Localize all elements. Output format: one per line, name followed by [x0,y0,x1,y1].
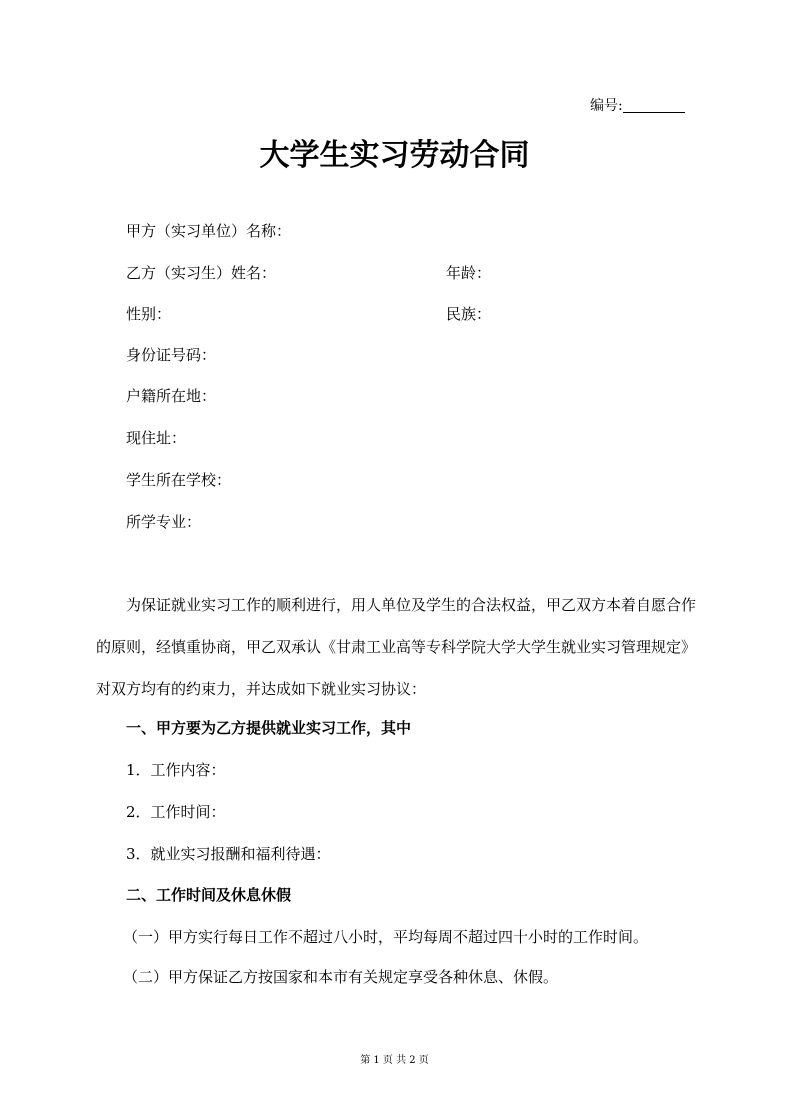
document-title: 大学生实习劳动合同 [259,138,530,173]
section-2-heading: 二、工作时间及休息休假 [126,886,292,904]
intro-paragraph: 为保证就业实习工作的顺利进行，用人单位及学生的合法权益，甲乙双方本着自愿合作的原则，经慎重协商，甲乙双承认《甘肃工业高等专科学院大学大学生就业实习管理规定》对双方均有的约束力，并达成如下就业实习协议： [96,596,697,698]
section-2-item-2: （二）甲方保证乙方按国家和本市有关规定享受各种休息、休假。 [123,968,559,986]
field-age: 年龄： [446,264,492,282]
serial-label: 编号: [590,98,623,114]
section-1-item-3: 3．就业实习报酬和福利待遇： [126,845,331,863]
field-major: 所学专业： [126,513,202,531]
serial-blank-line [623,112,685,113]
section-1-item-1: 1．工作内容： [126,761,226,779]
field-school: 学生所在学校： [126,471,232,489]
field-party-a-name: 甲方（实习单位）名称： [126,222,292,240]
field-current-address: 现住址： [126,429,187,447]
field-household-registration: 户籍所在地： [126,387,217,405]
field-party-b-name: 乙方（实习生）姓名： [126,264,277,282]
section-1-item-2: 2．工作时间： [126,803,226,821]
field-ethnicity: 民族： [446,305,492,323]
page-footer: 第 1 页 共 2 页 [360,1055,429,1066]
section-1-heading: 一、甲方要为乙方提供就业实习工作，其中 [126,719,412,737]
field-id-number: 身份证号码： [126,346,217,364]
serial-number [590,96,685,116]
section-2-item-1: （一）甲方实行每日工作不超过八小时，平均每周不超过四十小时的工作时间。 [123,928,649,946]
field-gender: 性别： [126,305,172,323]
